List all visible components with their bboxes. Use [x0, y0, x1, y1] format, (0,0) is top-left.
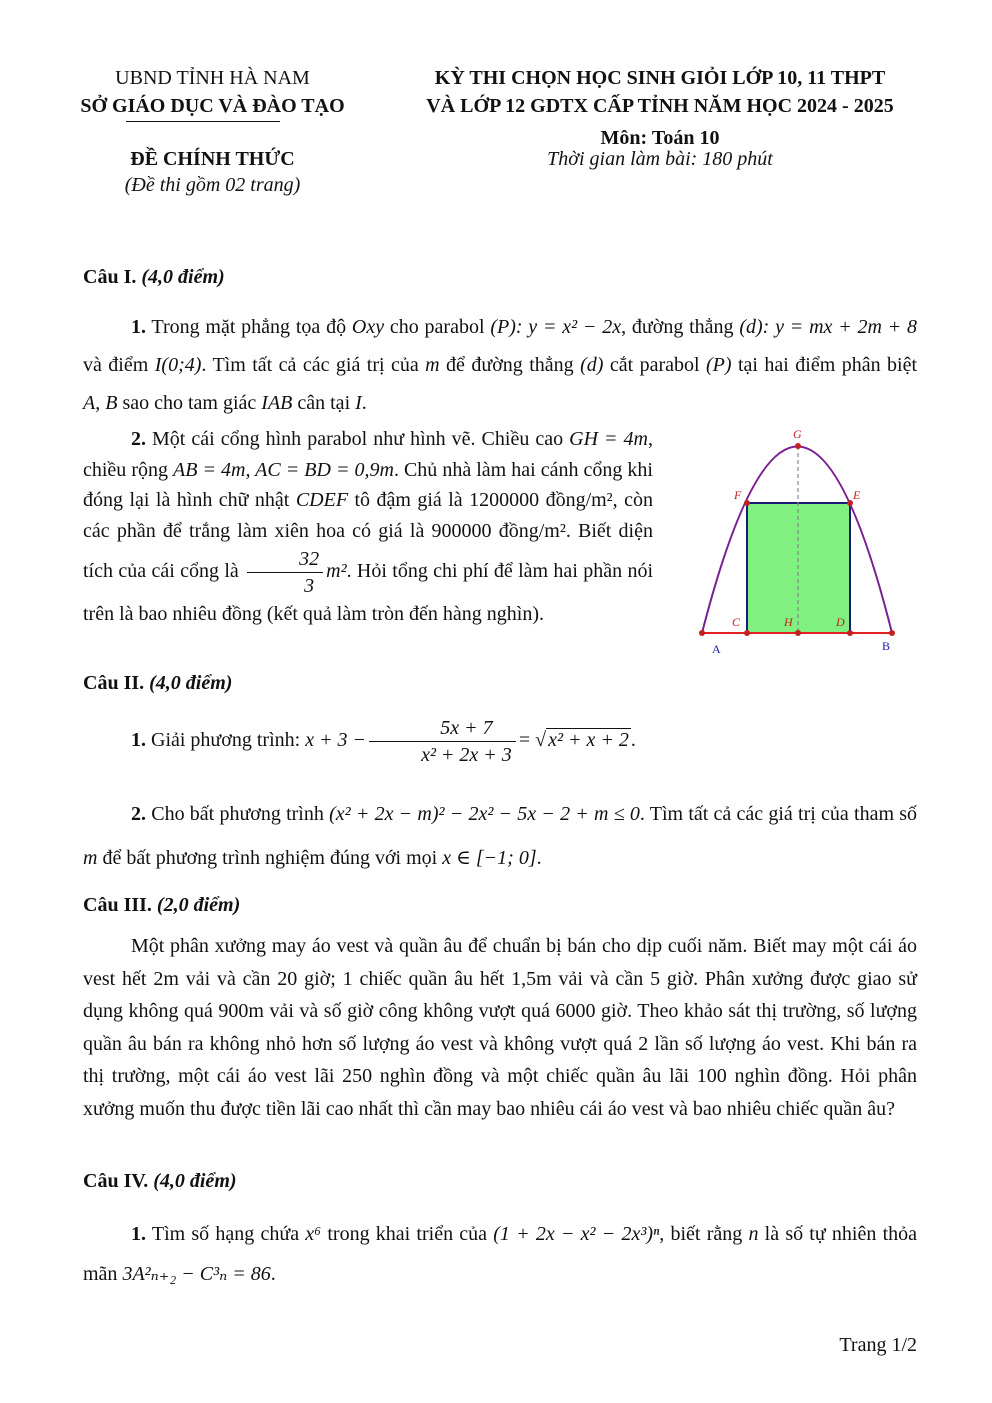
q2-p2-inequality: (x² + 2x − m)² − 2x² − 5x − 2 + m ≤ 0 [329, 803, 640, 825]
q4-p1-text: , biết rằng [659, 1223, 749, 1245]
fraction-denominator: x² + 2x + 3 [421, 743, 512, 766]
q1-p1-text: . Tìm tất cả các giá trị của [201, 354, 426, 376]
label-g: G [793, 427, 802, 441]
point-d [847, 630, 853, 636]
q1-p2-cdef: CDEF [295, 489, 349, 511]
q1-p2-text: . Hỏi tổng chi phí để làm hai phần nói trên là bao nhiêu đồng (kết quả làm tròn đến hàng nghìn). [83, 560, 654, 625]
q2-p1-text: Giải phương trình: [146, 729, 306, 751]
q4-p1-text: trong khai triển của [321, 1223, 494, 1245]
q4-p1-text: . [270, 1263, 276, 1285]
point-a [699, 630, 705, 636]
q4-p1-text: Tìm số hạng chứa [146, 1223, 306, 1245]
header-right [395, 64, 925, 152]
exam-title-line2: VÀ LỚP 12 GDTX CẤP TỈNH NĂM HỌC 2024 - 2025 [426, 95, 894, 117]
q2-p1-sqrt-radicand: x² + x + 2 [548, 729, 629, 751]
point-b [889, 630, 895, 636]
q1-p1-point-i2: I [355, 392, 362, 414]
q1-p1-text: sao cho tam giác [117, 392, 262, 414]
point-g [795, 443, 801, 449]
q1-p1-text: và điểm [83, 354, 155, 376]
q3-heading [83, 890, 917, 920]
q1-p2-gh: GH = 4m [569, 428, 648, 450]
q2-part2 [83, 792, 917, 880]
label-c: C [732, 615, 741, 629]
label-h: H [784, 615, 793, 629]
label-e: E [853, 488, 861, 502]
q1-p1-text: cho parabol [384, 316, 491, 338]
q4-p1-condition: 3A²ₙ₊₂ − C³ₙ = 86 [122, 1263, 271, 1285]
point-h [795, 630, 801, 636]
q1-p2-area-fraction [247, 546, 323, 599]
q4-p1-n: n [748, 1223, 759, 1245]
label-a: A [712, 642, 721, 656]
subject: Môn: Toán 10 [600, 127, 720, 149]
q4-p1-expansion: (1 + 2x − x² − 2x³)ⁿ [493, 1223, 660, 1245]
q1-p2-unit: m² [326, 560, 347, 583]
q1-p2-text: , chiều rộng [83, 428, 653, 481]
q2-p1-equals: = [518, 729, 531, 751]
q2-p2-text: . Tìm tất cả các giá trị của tham số [639, 803, 918, 825]
q1-title: Câu I. [83, 266, 137, 288]
q2-p2-domain: x ∈ [−1; 0] [442, 847, 537, 869]
time-value: : 180 phút [690, 148, 773, 170]
header-left [70, 64, 355, 120]
q3-points: (2,0 điểm) [156, 894, 241, 916]
q4-p1-num: 1. [131, 1223, 146, 1245]
header-divider [126, 121, 280, 122]
q1-p1-text: , đường thẳng [621, 316, 740, 338]
q1-p1-text: tại hai điểm phân biệt [731, 354, 918, 376]
q1-p1-parabol: (P) [490, 316, 516, 338]
fraction-denominator: 3 [304, 575, 315, 597]
q2-p1-text: . [630, 729, 636, 751]
q2-p2-m: m [83, 847, 98, 869]
label-d: D [836, 615, 845, 629]
gate-figure [690, 420, 910, 660]
q1-p1-text: để đường thẳng [439, 354, 581, 376]
q1-p2-text: . Chủ nhà làm hai cánh cổng khi đóng lại là hình chữ nhật [83, 458, 653, 511]
time-info [395, 146, 925, 172]
time-label: Thời gian làm bài [547, 148, 691, 170]
pages-note: (Đề thi gồm 02 trang) [124, 174, 301, 196]
q1-p1-point-i: I(0;4) [154, 354, 202, 376]
q3-title: Câu III. [83, 894, 152, 916]
q2-p1-fraction [369, 715, 516, 768]
q1-p2-text: tô đậm giá là 1200000 đồng/m², còn các phần để trắng làm xiên hoa có giá là 900000 đồng/m². Biết diện tích của cái cổng là [83, 489, 653, 583]
q1-p1-num: 1. [131, 316, 146, 338]
q3-body: Một phân xưởng may áo vest và quần âu để chuẩn bị bán cho dịp cuối năm. Biết may một cái áo vest hết 2m vải và cần 20 giờ; 1 chiếc quần âu hết 1,5m vải và cần 5 giờ. Phân xưởng được giao sử dụng không quá 900m vải và số giờ công không vượt quá 6000 giờ. Theo khảo sát thị trường, số lượng quần âu bán ra không nhỏ hơn số lượng áo vest và không vượt quá 2 lần số lượng áo vest. Khi bán ra thị trường, một cái áo vest lãi 250 nghìn đồng và một chiếc quần âu lãi 100 nghìn đồng. Hỏi phân xưởng muốn thu được tiền lãi cao nhất thì cần may bao nhiêu cái áo vest và bao nhiêu chiếc quần âu? [83, 935, 917, 1120]
q2-heading [83, 668, 917, 698]
exam-title-line1: KỲ THI CHỌN HỌC SINH GIỎI LỚP 10, 11 THPT [434, 67, 886, 89]
official-label: ĐỀ CHÍNH THỨC [130, 148, 295, 170]
fraction-numerator: 5x + 7 [369, 715, 516, 742]
q1-p1-line2: (d) [580, 354, 604, 376]
q2-p1-num: 1. [131, 729, 146, 751]
q1-p1-line-eq: : y = mx + 2m + 8 [762, 316, 918, 338]
q1-p1-triangle: IAB [261, 392, 293, 414]
q4-points: (4,0 điểm) [153, 1170, 237, 1192]
q1-p1-points-ab: A, B [83, 392, 118, 414]
q2-p2-text: Cho bất phương trình [146, 803, 330, 825]
fraction-numerator: 32 [247, 546, 323, 573]
q1-p2-text: Một cái cổng hình parabol như hình vẽ. Chiều cao [146, 428, 570, 450]
department-name: SỞ GIÁO DỤC VÀ ĐÀO TẠO [80, 95, 345, 117]
q1-p1-parabol-eq: : y = x² − 2x [515, 316, 622, 338]
q4-p1-text: là số tự nhiên thỏa mãn [83, 1223, 917, 1285]
q2-title: Câu II. [83, 672, 145, 694]
q1-p1-text: Trong mặt phẳng tọa độ [146, 316, 352, 338]
q1-points: (4,0 điểm) [141, 266, 225, 288]
point-f [744, 500, 750, 506]
q1-p1-text: cân tại [292, 392, 356, 414]
q2-p1-lhs: x + 3 − [305, 729, 367, 751]
header-official [70, 146, 355, 198]
q4-part1 [83, 1214, 917, 1294]
q1-p2-num: 2. [131, 428, 146, 450]
q1-p1-line: (d) [739, 316, 763, 338]
q2-p2-text: để bất phương trình nghiệm đúng với mọi [97, 847, 443, 869]
label-f: F [734, 488, 742, 502]
q2-points: (4,0 điểm) [149, 672, 233, 694]
q4-title: Câu IV. [83, 1170, 149, 1192]
label-b: B [882, 639, 891, 653]
authority-name: UBND TỈNH HÀ NAM [115, 67, 310, 89]
point-c [744, 630, 750, 636]
q1-part1 [83, 308, 917, 422]
q4-p1-x6: x⁶ [305, 1223, 322, 1245]
q1-p1-text: cắt parabol [603, 354, 707, 376]
q1-heading [83, 262, 917, 292]
q1-p1-m: m [425, 354, 440, 376]
page-number: Trang 1/2 [839, 1334, 917, 1356]
q1-p1-oxy: Oxy [351, 316, 385, 338]
q4-heading [83, 1166, 917, 1196]
q2-p2-text: . [536, 847, 542, 869]
q1-part2 [83, 424, 653, 630]
sqrt-symbol: √ [535, 729, 547, 751]
q1-p1-parabol2: (P) [706, 354, 732, 376]
q2-p2-num: 2. [131, 803, 146, 825]
q1-p2-ab: AB = 4m, AC = BD = 0,9m [173, 458, 394, 481]
q1-p1-text: . [361, 392, 367, 414]
q2-part1 [83, 712, 917, 768]
